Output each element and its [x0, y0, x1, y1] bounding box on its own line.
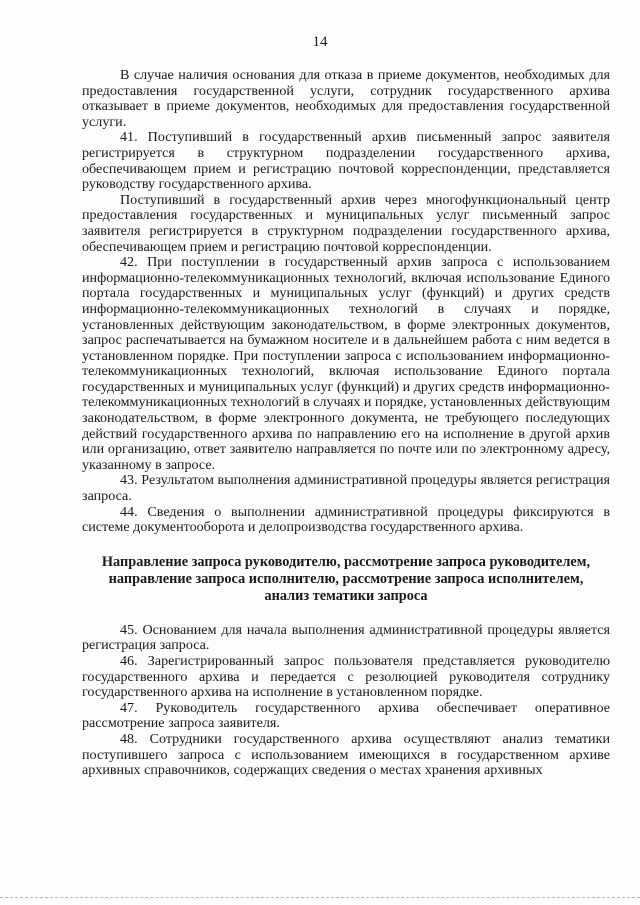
- page-number: 14: [312, 34, 328, 50]
- paragraph-47: 47. Руководитель государственного архива обеспечивает оперативное рассмотрение запроса заявителя.: [82, 699, 610, 732]
- paragraph-refusal: В случае наличия основания для отказа в приеме документов, необходимых для предоставления государственной услуги, сотрудник государственного архива отказывает в приеме документов, необходимых для предоставления государственной услуги.: [82, 67, 610, 130]
- paragraph-46: 46. Зарегистрированный запрос пользователя представляется руководителю государственного архива и передается с резолюцией руководителя сотруднику государственного архива на исполнение в установленном порядке.: [82, 653, 610, 701]
- section-heading: Направление запроса руководителю, рассмотрение запроса руководителем, направление запроса исполнителю, рассмотрение запроса исполнителем, анализ тематики запроса: [101, 553, 591, 604]
- paragraph-45: 45. Основанием для начала выполнения административной процедуры является регистрация запроса.: [82, 621, 610, 654]
- paragraph-41: 41. Поступивший в государственный архив письменный запрос заявителя регистрируется в структурном подразделении государственного архива, обеспечивающем прием и регистрацию почтовой корреспонденции, представляется руководству государственного архива.: [82, 129, 610, 193]
- paragraph-41-mfc: Поступивший в государственный архив через многофункциональный центр предоставления государственных и муниципальных услуг письменный запрос заявителя регистрируется в структурном подразделении государственного архива, обеспечивающем прием и регистрацию почтовой корреспонденции.: [82, 191, 610, 255]
- paragraph-48: 48. Сотрудники государственного архива осуществляют анализ тематики поступившего запроса с использованием имеющихся в государственном архиве архивных справочников, содержащих сведения о местах хранения архивных: [82, 730, 610, 779]
- page-bottom-edge: [0, 897, 640, 898]
- paragraph-43: 43. Результатом выполнения административной процедуры является регистрация запроса.: [82, 472, 610, 505]
- paragraph-42: 42. При поступлении в государственный архив запроса с использованием информационно-телекоммуникационных технологий, включая использование Единого портала государственных и муниципальных услуг (функций) и других средств информационно-телекоммуникационных технологий в случаях и порядке, установленных действующим законодательством, в форме электронных документов, запрос распечатывается на бумажном носителе и в дальнейшем работа с ним ведется в установленном порядке. При поступлении запроса с использованием информационно-телекоммуникационных технологий, включая использование Единого портала государственных и муниципальных услуг (функций) и других средств информационно-телекоммуникационных технологий в случаях и порядке, установленных действующим законодательством, в форме электронного документа, не требующего последующих действий государственного архива по направлению его на исполнение в другой архив или организацию, ответ заявителю направляется по почте или по электронному адресу, указанному в запросе.: [82, 254, 610, 473]
- document-body: [82, 68, 610, 779]
- paragraph-44: 44. Сведения о выполнении административной процедуры фиксируются в системе документооборота и делопроизводства государственного архива.: [82, 503, 610, 536]
